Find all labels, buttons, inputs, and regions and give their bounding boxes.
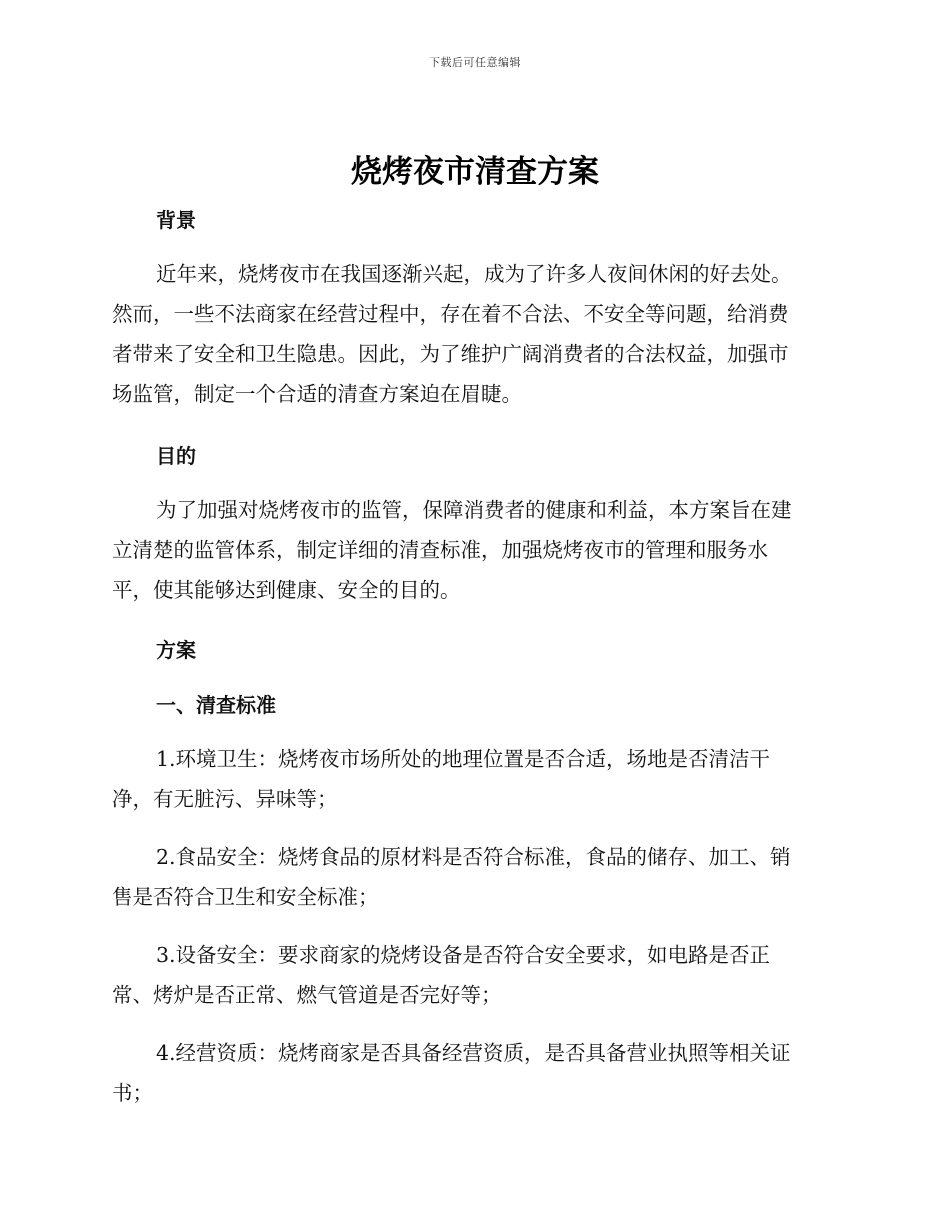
paragraph-background: [112, 254, 834, 414]
paragraph-line: 售是否符合卫生和安全标准；: [112, 885, 379, 909]
paragraph-line: 立清楚的监管体系，制定详细的清查标准，加强烧烤夜市的管理和服务水: [112, 538, 768, 562]
paragraph-purpose: [112, 490, 834, 610]
paragraph-line: 然而，一些不法商家在经营过程中，存在着不合法、不安全等问题，给消费: [112, 302, 789, 326]
paragraph-line: 3.设备安全：要求商家的烧烤设备是否符合安全要求，如电路是否正: [156, 943, 771, 967]
paragraph-line: 书；: [112, 1081, 153, 1105]
paragraph-line: 4.经营资质：烧烤商家是否具备经营资质，是否具备营业执照等相关证: [156, 1041, 791, 1065]
header-note: 下载后可任意编辑: [429, 56, 521, 69]
paragraph-line: 2.食品安全：烧烤食品的原材料是否符合标准，食品的储存、加工、销: [156, 845, 791, 869]
list-item-equipment-safety: [112, 935, 834, 1015]
heading-standards: 一、清查标准: [156, 693, 276, 717]
paragraph-line: 者带来了安全和卫生隐患。因此，为了维护广阔消费者的合法权益，加强市: [112, 342, 789, 366]
heading-plan: 方案: [156, 638, 196, 662]
paragraph-line: 常、烤炉是否正常、燃气管道是否完好等；: [112, 983, 502, 1007]
list-item-business-qualification: [112, 1033, 834, 1113]
paragraph-line: 平，使其能够达到健康、安全的目的。: [112, 578, 461, 602]
paragraph-line: 1.环境卫生：烧烤夜市场所处的地理位置是否合适，场地是否清洁干: [156, 747, 771, 771]
heading-purpose: 目的: [156, 444, 196, 468]
list-item-food-safety: [112, 837, 834, 917]
paragraph-line: 为了加强对烧烤夜市的监管，保障消费者的健康和利益，本方案旨在建: [156, 498, 792, 522]
paragraph-line: 场监管，制定一个合适的清查方案迫在眉睫。: [112, 382, 522, 406]
page-title: 烧烤夜市清查方案: [351, 154, 599, 190]
paragraph-line: 净，有无脏污、异味等；: [112, 787, 338, 811]
list-item-environment: [112, 739, 834, 819]
heading-background: 背景: [156, 208, 196, 232]
paragraph-line: 近年来，烧烤夜市在我国逐渐兴起，成为了许多人夜间休闲的好去处。: [156, 262, 792, 286]
